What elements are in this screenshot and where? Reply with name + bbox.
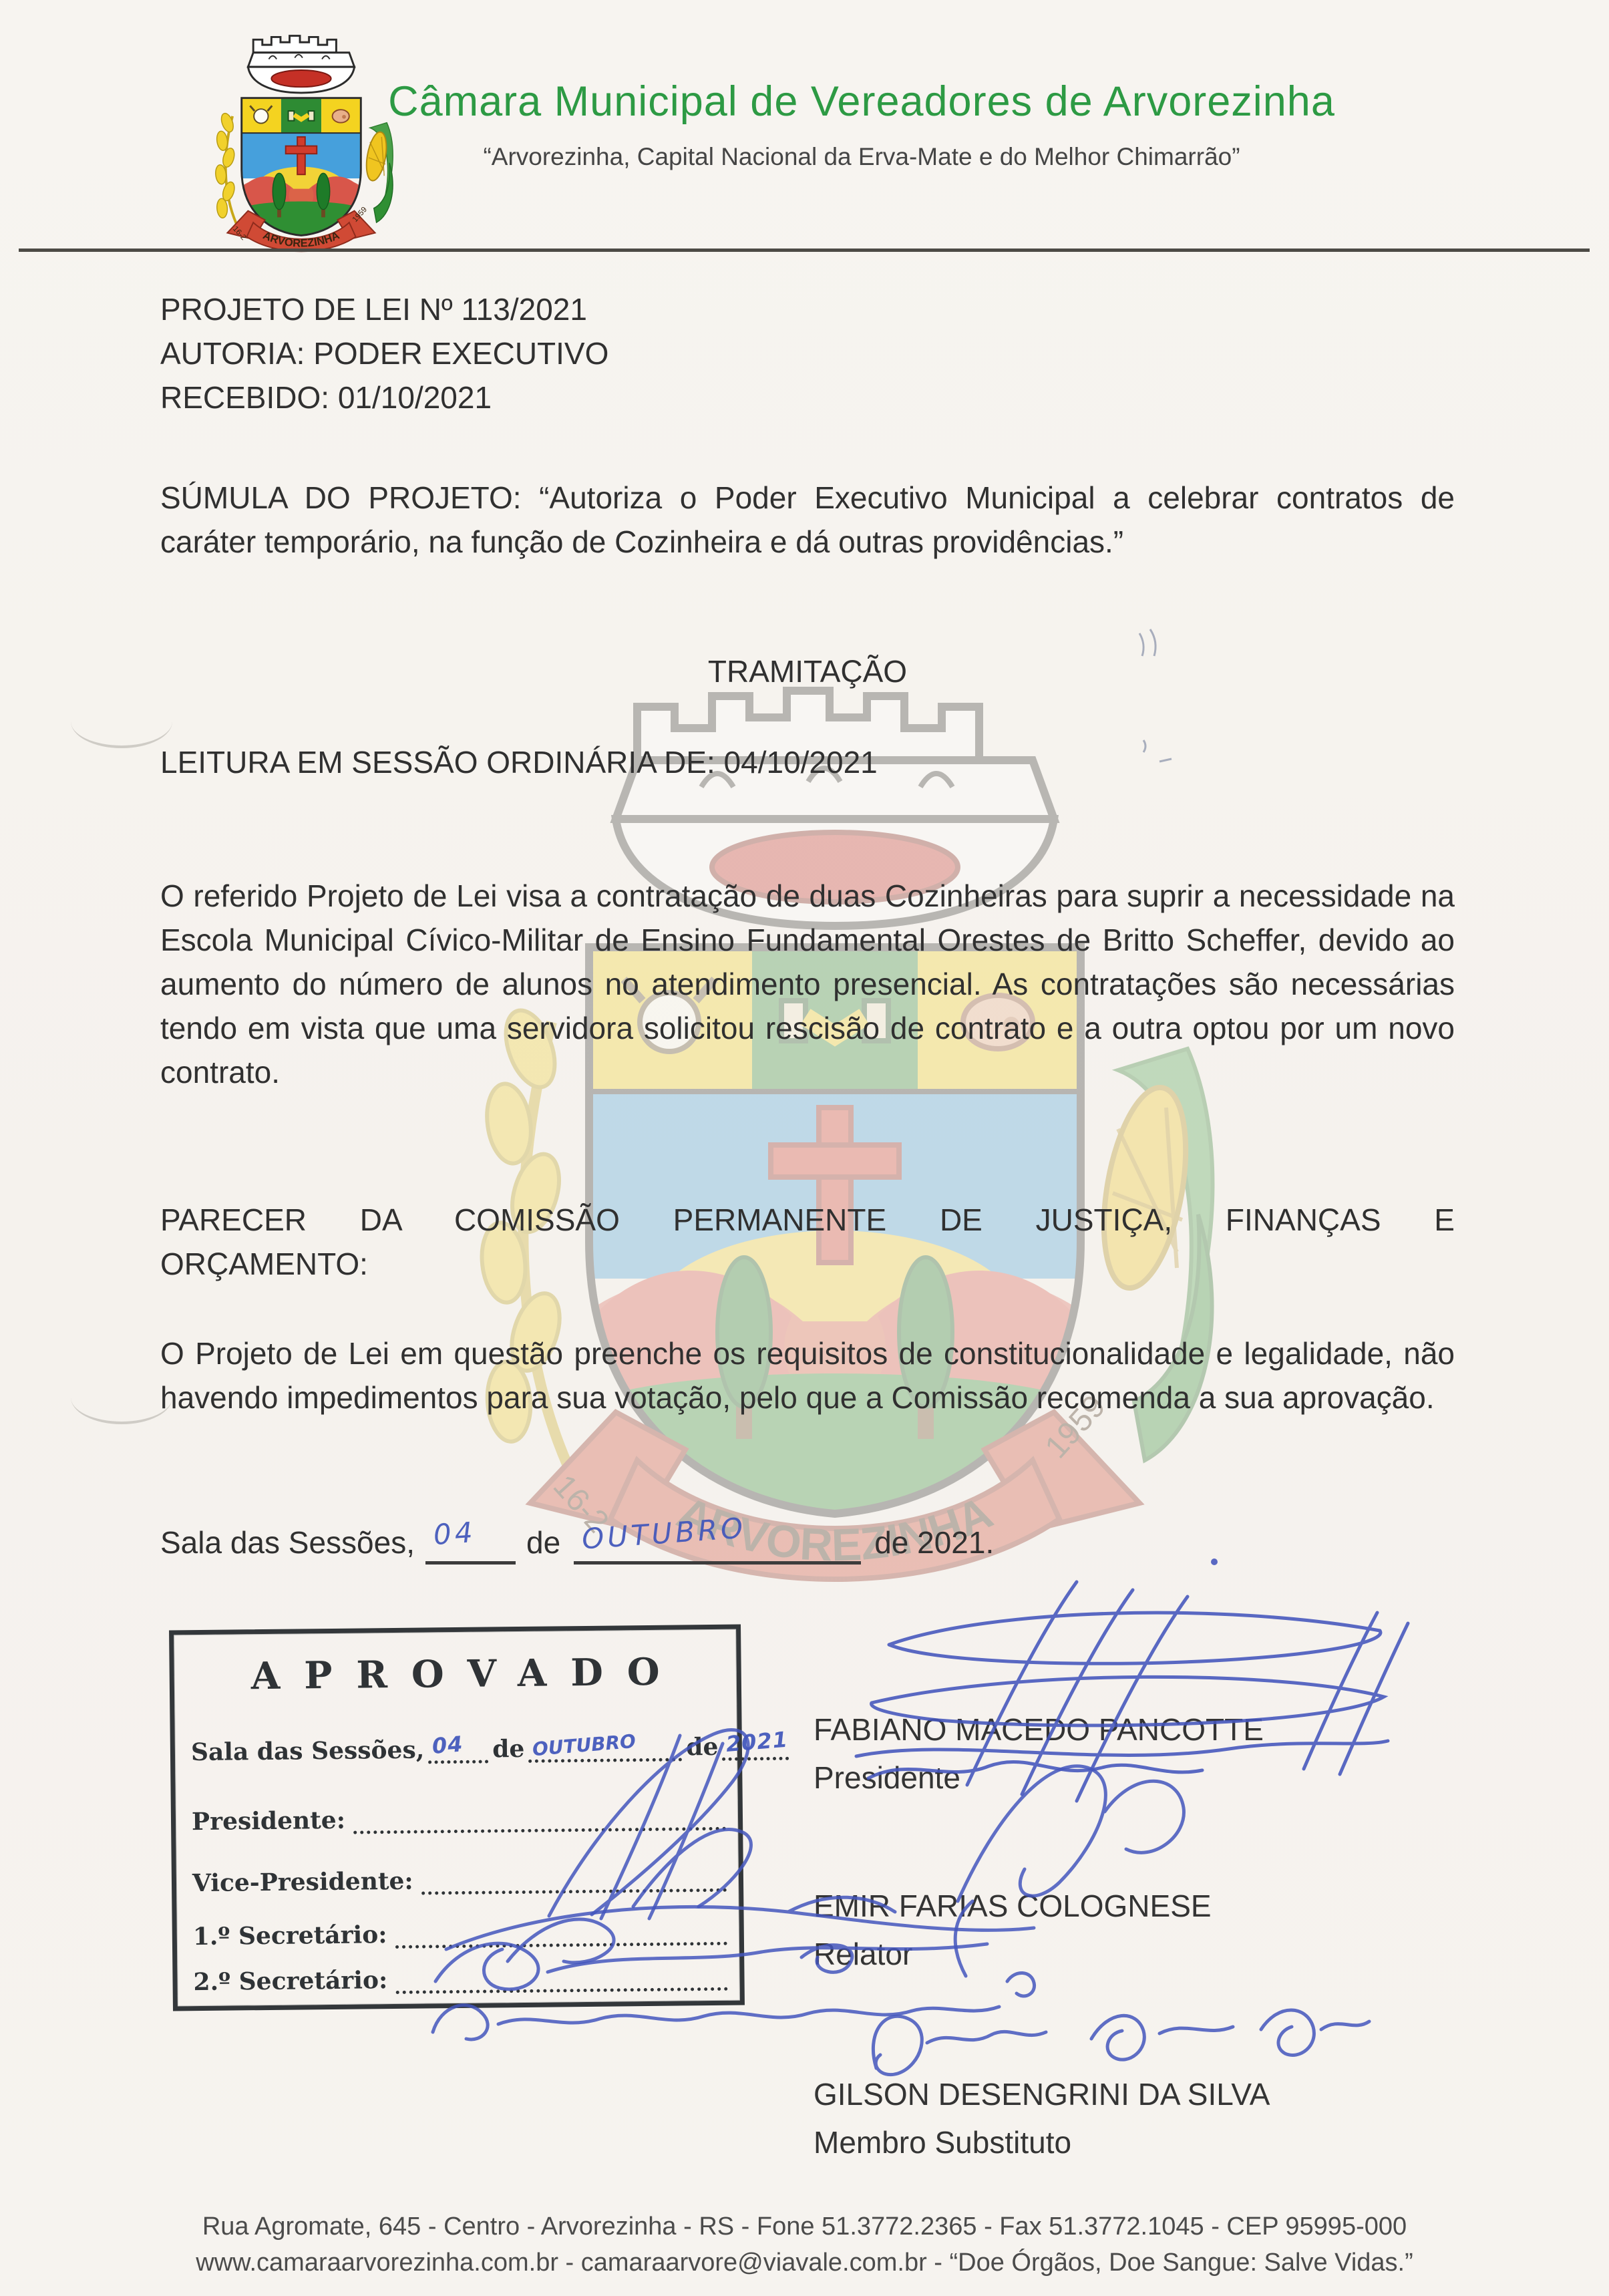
session-date-line (160, 1511, 1455, 1565)
signatory-name: FABIANO MACEDO PANCOTTE (814, 1712, 1264, 1747)
stamp-day-blank (428, 1731, 489, 1764)
stamp-1-secretario-label: 1.º Secretário: (192, 1921, 387, 1951)
stamp-vice-presidente-label: Vice-Presidente: (192, 1866, 413, 1898)
stamp-field-row (193, 1958, 727, 1996)
stamp-field-row (192, 1859, 727, 1897)
organization-title: Câmara Municipal de Vereadores de Arvorezinha (388, 78, 1335, 125)
month-blank-field (574, 1511, 861, 1565)
signature-line (395, 1958, 728, 1994)
justification-paragraph: O referido Projeto de Lei visa a contratação de duas Cozinheiras para suprir a necessidade na Escola Municipal Cívico-Militar de Ensino Fundamental Orestes de Britto Scheffer, devido ao aumento do número de alunos no atendimento presencial. As contratações são necessárias tendo em vista que uma servidora solicitou rescisão de contrato e a outra optou por um novo contrato. (160, 878, 1455, 1090)
sumula-paragraph: SÚMULA DO PROJETO: “Autoriza o Poder Executivo Municipal a celebrar contratos de caráter temporário, na função de Cozinheira e dá outras providências.” (160, 480, 1455, 559)
parecer-paragraph: O Projeto de Lei em questão preenche os requisitos de constitucionalidade e legalidade, não havendo impedimentos para sua votação, pelo que a Comissão recomenda a sua aprovação. (160, 1336, 1455, 1415)
signature-line (421, 1859, 727, 1895)
membro-substituto-signature (873, 2010, 1369, 2075)
punch-hole-artifact (71, 1371, 172, 1424)
footer-contact-line: www.camaraarvorezinha.com.br - camaraarvore@viavale.com.br - “Doe Órgãos, Doe Sangue: Salve Vidas.” (196, 2249, 1413, 2277)
stamp-handwritten-day: 04 (431, 1731, 465, 1759)
date-line-de: de (526, 1525, 561, 1560)
organization-motto: “Arvorezinha, Capital Nacional da Erva-Mate e do Melhor Chimarrão” (483, 143, 1240, 170)
signatory-name: EMIR FARIAS COLOGNESE (814, 1889, 1212, 1923)
stamp-de1: de (492, 1734, 525, 1764)
parecer-heading-line1: PARECER DA COMISSÃO PERMANENTE DE JUSTIÇA, FINANÇAS E (160, 1202, 1455, 1237)
day-blank-field (425, 1515, 516, 1565)
stamp-date-row (190, 1726, 789, 1767)
relator-signature (955, 1766, 1184, 1976)
date-line-suffix: de 2021. (874, 1525, 995, 1560)
date-line-prefix: Sala das Sessões, (160, 1525, 415, 1560)
stamp-year-blank (722, 1728, 789, 1761)
coat-of-arms-logo (191, 19, 411, 253)
stamp-de2: de (686, 1732, 719, 1762)
leitura-line: LEITURA EM SESSÃO ORDINÁRIA DE: 04/10/2021 (160, 745, 878, 780)
stamp-2-secretario-label: 2.º Secretário: (193, 1966, 388, 1997)
received-date-line: RECEBIDO: 01/10/2021 (160, 380, 492, 415)
stamp-handwritten-year: 2021 (725, 1726, 789, 1757)
signatory-role: Relator (814, 1937, 913, 1971)
stamp-date-prefix: Sala das Sessões, (190, 1736, 425, 1767)
stamp-title: APROVADO (250, 1649, 684, 1699)
stamp-month-blank (528, 1728, 683, 1762)
header-divider (19, 249, 1590, 252)
tramitacao-heading: TRAMITAÇÃO (707, 654, 908, 689)
aprovado-stamp (169, 1625, 789, 2011)
authorship-line: AUTORIA: PODER EXECUTIVO (160, 336, 609, 371)
document-reference-block (160, 287, 1455, 420)
stamp-field-row (193, 1913, 727, 1951)
parecer-heading-line2: ORÇAMENTO: (160, 1247, 368, 1281)
signature-line (395, 1913, 727, 1949)
handwritten-month: OUTUBRO (580, 1511, 747, 1556)
stamp-field-row (192, 1798, 726, 1836)
project-number-line: PROJETO DE LEI Nº 113/2021 (160, 292, 587, 327)
stamp-handwritten-month: OUTUBRO (532, 1730, 637, 1761)
signatory-role: Presidente (814, 1760, 960, 1795)
stamp-presidente-label: Presidente: (191, 1806, 346, 1836)
handwritten-day: 04 (432, 1515, 478, 1552)
footer-address-line: Rua Agromate, 645 - Centro - Arvorezinha - RS - Fone 51.3772.2365 - Fax 51.3772.1045 - CEP 95995-000 (202, 2212, 1407, 2241)
punch-hole-artifact (71, 695, 172, 748)
signatory-role: Membro Substituto (814, 2125, 1072, 2160)
signatory-name: GILSON DESENGRINI DA SILVA (814, 2077, 1270, 2112)
signature-line (353, 1798, 727, 1834)
